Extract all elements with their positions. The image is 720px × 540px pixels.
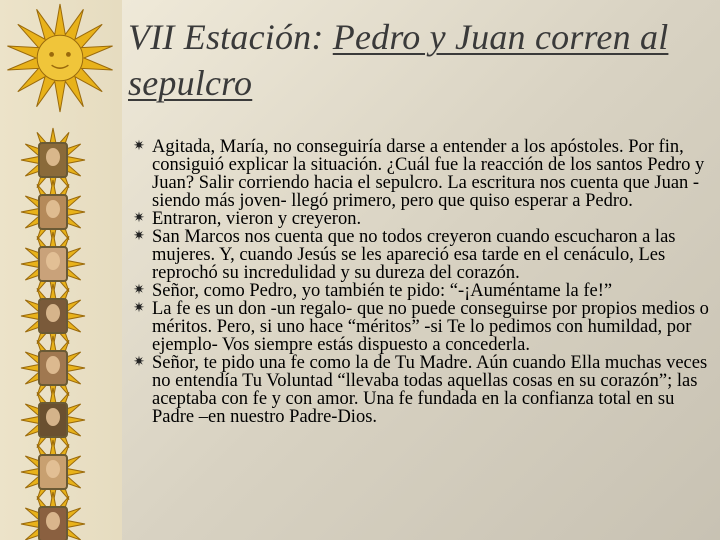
saint-portrait-icon: [39, 351, 67, 385]
bullet-text: Señor, te pido una fe como la de Tu Madre. Aún cuando Ella muchas veces no entendía Tu Voluntad “llevaba todas aquellas cosas en su corazón”; las aceptaba con fe y con amor. Una fe fundada en la confianza total en su Padre –en nuestro Padre-Dios.: [152, 353, 708, 427]
title-underlined: Pedro y Juan corren al sepulcro: [128, 17, 669, 103]
list-item: [132, 282, 712, 300]
list-item: [132, 228, 712, 282]
decoration-svg: [0, 0, 122, 540]
saint-portrait-icon: [39, 507, 67, 540]
list-item: [132, 300, 712, 354]
saint-portrait-icon: [39, 403, 67, 437]
saint-portrait-icon: [39, 195, 67, 229]
bullet-text: San Marcos nos cuenta que no todos creyeron cuando escucharon a las mujeres. Y, cuando Jesús se les apareció esa tarde en el cenáculo, Les reprochó su incredulidad y su dureza del corazón.: [152, 227, 676, 283]
saint-portrait-icon: [39, 455, 67, 489]
bullet-list: [132, 138, 712, 426]
star-bullet-icon: ✷: [133, 301, 145, 316]
list-item: [132, 210, 712, 228]
star-bullet-icon: ✷: [133, 355, 145, 370]
star-bullet-icon: ✷: [133, 229, 145, 244]
saint-portrait-icon: [39, 299, 67, 333]
slide-title: [128, 14, 708, 106]
saint-portrait-icon: [39, 143, 67, 177]
saint-portrait-icon: [39, 247, 67, 281]
bullet-text: Entraron, vieron y creyeron.: [152, 209, 362, 229]
left-decoration-strip: [0, 0, 122, 540]
bullet-text: La fe es un don -un regalo- que no puede conseguirse por propios medios o méritos. Pero, si uno hace “méritos” -si Te lo pedimos con humildad, por ejemplo- Vos siempre estás dispuesto a concederla.: [152, 299, 709, 355]
title-prefix: VII Estación:: [128, 17, 333, 57]
list-item: [132, 138, 712, 210]
sun-face-icon: [7, 4, 112, 112]
bullet-text: Agitada, María, no conseguiría darse a entender a los apóstoles. Por fin, consiguió explicar la situación. ¿Cuál fue la reacción de los santos Pedro y Juan? Salir corriendo hacia el sepulcro. La escritura nos cuenta que Juan -siendo más joven- llegó primero, pero que quiso esperar a Pedro.: [152, 137, 705, 211]
star-bullet-icon: ✷: [133, 139, 145, 154]
star-bullet-icon: ✷: [133, 211, 145, 226]
star-bullet-icon: ✷: [133, 283, 145, 298]
list-item: [132, 354, 712, 426]
bullet-text: Señor, como Pedro, yo también te pido: “-¡Auméntame la fe!”: [152, 281, 613, 301]
